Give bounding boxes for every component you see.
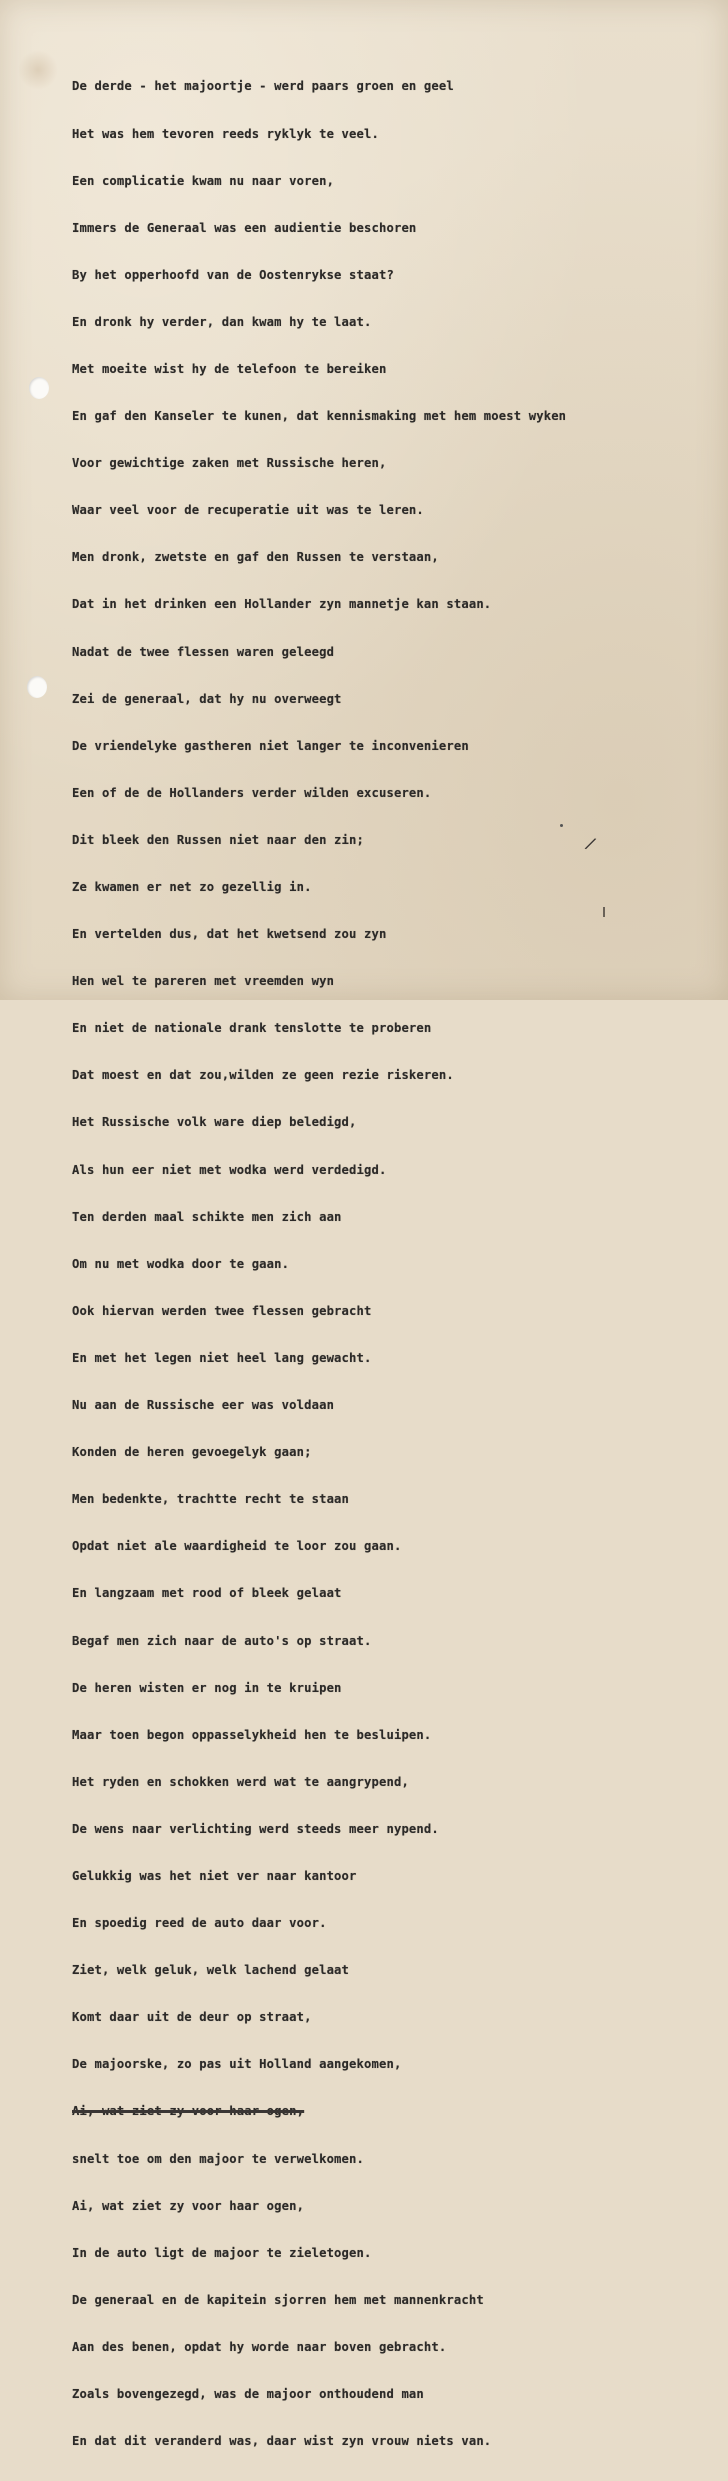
punch-hole-bottom (27, 676, 47, 698)
handwritten-slash-mark: / (583, 832, 599, 855)
poem-line: Dat moest en dat zou,wilden ze geen rezie riskeren. (72, 1068, 454, 1083)
poem-line: In de auto ligt de majoor te zieletogen. (72, 2245, 372, 2260)
poem-line: Ook hiervan werden twee flessen gebracht (72, 1303, 372, 1318)
poem-line: Een of de de Hollanders verder wilden excuseren. (72, 785, 432, 800)
poem-line: De vriendelyke gastheren niet langer te inconvenieren (72, 738, 469, 753)
poem-line: Ziet, welk geluk, welk lachend gelaat (72, 1963, 350, 1978)
poem-line: Ten derden maal schikte men zich aan (72, 1209, 342, 1224)
paper-tick-mark (603, 907, 605, 917)
poem-line: Het Russische volk ware diep beledigd, (72, 1115, 357, 1130)
poem-line: En gaf den Kanseler te kunen, dat kennismaking met hem moest wyken (72, 409, 567, 424)
poem-line: Het ryden en schokken werd wat te aangrypend, (72, 1774, 409, 1789)
poem-line: Maar toen begon oppasselykheid hen te besluipen. (72, 1727, 432, 1742)
poem-line: Om nu met wodka door te gaan. (72, 1256, 290, 1271)
poem-line: Met moeite wist hy de telefoon te bereiken (72, 361, 387, 376)
poem-line-struck-through: Ai, wat ziet zy voor haar ogen, (72, 2104, 305, 2119)
poem-line: Dit bleek den Russen niet naar den zin; (72, 832, 365, 847)
poem-line: Men bedenkte, trachtte recht te staan (72, 1492, 350, 1507)
poem-line: By het opperhoofd van de Oostenrykse staat? (72, 267, 394, 282)
poem-line: Nadat de twee flessen waren geleegd (72, 644, 335, 659)
paper-stain (18, 50, 58, 90)
poem-line: Waar veel voor de recuperatie uit was te leren. (72, 503, 424, 518)
poem-line: Opdat niet ale waardigheid te loor zou gaan. (72, 1539, 402, 1554)
poem-line: Zei de generaal, dat hy nu overweegt (72, 691, 342, 706)
poem-line: Aan des benen, opdat hy worde naar boven gebracht. (72, 2339, 447, 2354)
poem-line: En dronk hy verder, dan kwam hy te laat. (72, 314, 372, 329)
poem-line: Ze kwamen er net zo gezellig in. (72, 880, 312, 894)
poem-line: De heren wisten er nog in te kruipen (72, 1680, 342, 1695)
punch-hole-top (29, 377, 49, 399)
poem-line: Ai, wat ziet zy voor haar ogen, (72, 2198, 305, 2213)
poem-line: De majoorske, zo pas uit Holland aangekomen, (72, 2057, 402, 2072)
poem-line: En dat dit veranderd was, daar wist zyn vrouw niets van. (72, 2434, 492, 2449)
poem-line: De generaal en de kapitein sjorren hem met mannenkracht (72, 2292, 484, 2307)
poem-line: Immers de Generaal was een audientie beschoren (72, 220, 417, 235)
ink-dot-mark (560, 824, 563, 827)
poem-line: Een complicatie kwam nu naar voren, (72, 173, 335, 188)
poem-line: En spoedig reed de auto daar voor. (72, 1916, 327, 1931)
poem-line: En langzaam met rood of bleek gelaat (72, 1586, 342, 1601)
poem-line: Voor gewichtige zaken met Russische heren, (72, 456, 387, 471)
poem-line: Het was hem tevoren reeds ryklyk te veel. (72, 126, 379, 141)
poem-line: snelt toe om den majoor te verwelkomen. (72, 2151, 365, 2166)
poem-line: De wens naar verlichting werd steeds meer nypend. (72, 1821, 439, 1836)
poem-line: Zoals bovengezegd, was de majoor onthoudend man (72, 2387, 424, 2401)
poem-line: Gelukkig was het niet ver naar kantoor (72, 1868, 357, 1883)
poem-line: En niet de nationale drank tenslotte te proberen (72, 1021, 432, 1036)
poem-line: Als hun eer niet met wodka werd verdedigd. (72, 1162, 387, 1177)
poem-line: Nu aan de Russische eer was voldaan (72, 1398, 335, 1413)
poem-line: Begaf men zich naar de auto's op straat. (72, 1633, 372, 1648)
poem-line: Komt daar uit de deur op straat, (72, 2010, 312, 2025)
poem-line: Konden de heren gevoegelyk gaan; (72, 1445, 312, 1460)
poem-line: Dat in het drinken een Hollander zyn mannetje kan staan. (72, 597, 492, 612)
poem-line: En met het legen niet heel lang gewacht. (72, 1350, 372, 1365)
poem-line: Hen wel te pareren met vreemden wyn (72, 974, 335, 989)
poem-line: De derde - het majoortje - werd paars groen en geel (72, 79, 454, 94)
poem-line: En vertelden dus, dat het kwetsend zou zyn (72, 927, 387, 942)
poem-text (72, 48, 566, 2481)
poem-line: Men dronk, zwetste en gaf den Russen te verstaan, (72, 550, 439, 565)
